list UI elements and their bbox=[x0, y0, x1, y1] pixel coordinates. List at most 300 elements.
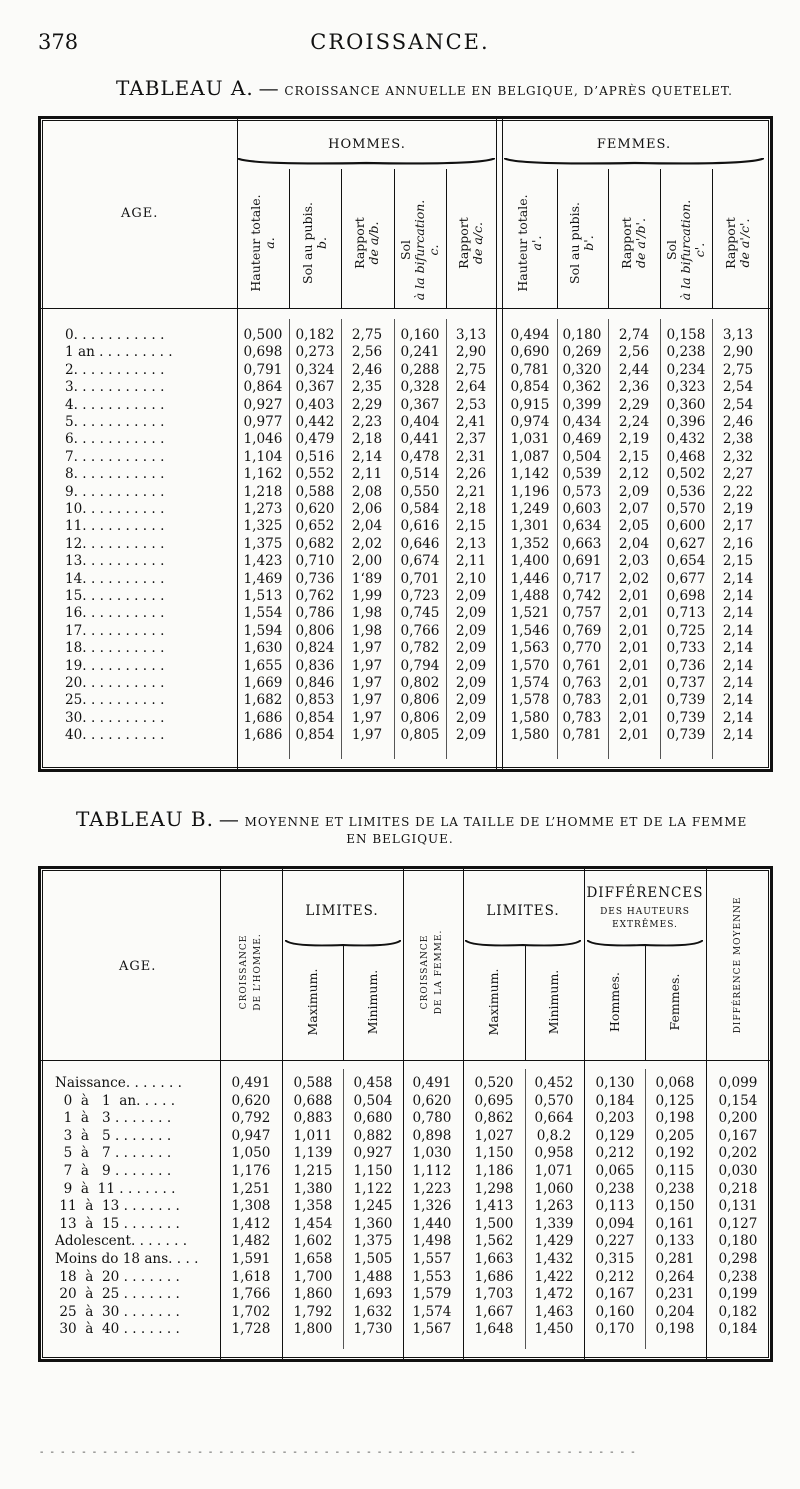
table-b-cell: 1,488 bbox=[353, 1268, 393, 1285]
table-b-cell: 1,562 bbox=[474, 1233, 514, 1250]
table-b-diff-sub2: EXTRÊMES. bbox=[612, 920, 678, 930]
table-a-cell: 2,14 bbox=[722, 605, 754, 622]
table-a-cell: 0,974 bbox=[510, 414, 550, 430]
table-a-row-age: 12. . . . . . . . . . bbox=[65, 535, 165, 552]
table-b-cell: 1,412 bbox=[231, 1215, 271, 1232]
table-a-caption bbox=[116, 76, 733, 100]
table-a-cell: 0,328 bbox=[400, 379, 440, 396]
table-a-col-header-line2: de a/b. bbox=[366, 221, 381, 265]
table-a-cell: 2,09 bbox=[455, 675, 487, 691]
table-b-cell: 1,380 bbox=[293, 1180, 333, 1197]
table-a-col-divider bbox=[608, 169, 609, 309]
table-b-maximum-1 bbox=[306, 952, 320, 1052]
table-a-cell: 1,554 bbox=[243, 605, 283, 622]
table-b-cell: 0,167 bbox=[718, 1127, 758, 1144]
table-b-age-header: AGE. bbox=[119, 959, 157, 974]
table-b-cell: 0,065 bbox=[595, 1163, 635, 1179]
table-b-cell: 0,570 bbox=[534, 1092, 574, 1109]
table-a-row-age: 30. . . . . . . . . . bbox=[65, 709, 165, 726]
table-a-cell: 2,46 bbox=[722, 414, 754, 430]
table-a-cell: 2,14 bbox=[351, 448, 383, 465]
table-a-cell: 1,104 bbox=[243, 448, 283, 465]
table-a-cell: 1,488 bbox=[510, 588, 550, 604]
table-b-cell: 1,472 bbox=[534, 1286, 574, 1303]
table-a-cell: 0,469 bbox=[562, 431, 602, 448]
table-b-cell: 0,680 bbox=[353, 1110, 393, 1127]
table-b-cell: 0,958 bbox=[534, 1145, 574, 1162]
table-a-cell: 1,325 bbox=[243, 518, 283, 535]
table-a-col-header-line2: a. bbox=[262, 237, 277, 249]
table-b-minimum-1-line1: Minimum. bbox=[365, 969, 380, 1035]
table-b-cell: 1,567 bbox=[412, 1321, 452, 1338]
table-b-cell: 1,557 bbox=[412, 1251, 452, 1267]
table-b-cell: 0,238 bbox=[595, 1180, 635, 1197]
table-b-cell: 1,050 bbox=[231, 1145, 271, 1162]
table-a-cell: 1,375 bbox=[243, 535, 283, 552]
table-a-cell: 0,737 bbox=[666, 675, 706, 691]
table-a-cell: 2,09 bbox=[455, 605, 487, 622]
table-b-header-rule bbox=[41, 1060, 770, 1061]
table-a-cell: 1,578 bbox=[510, 692, 550, 709]
table-a-cell: 2,10 bbox=[455, 570, 487, 587]
table-a-row-age: 2. . . . . . . . . . . bbox=[65, 361, 165, 378]
table-a-cell: 0,846 bbox=[295, 675, 335, 691]
table-b-cell: 0,094 bbox=[595, 1215, 635, 1232]
table-b-cell: 1,602 bbox=[293, 1233, 333, 1250]
table-a-cell: 2,14 bbox=[722, 588, 754, 604]
table-a-cell: 2,14 bbox=[722, 640, 754, 657]
table-a-cell: 0,588 bbox=[295, 483, 335, 500]
table-a-cell: 0,766 bbox=[400, 622, 440, 639]
table-b-femmes-line1: Femmes. bbox=[667, 973, 682, 1031]
table-a-cell: 2,18 bbox=[351, 431, 383, 448]
table-a-cell: 1,142 bbox=[510, 466, 550, 483]
table-a-cell: 0,806 bbox=[400, 692, 440, 709]
table-a-cell: 1,630 bbox=[243, 640, 283, 657]
table-a-cell: 0,570 bbox=[666, 501, 706, 517]
table-a-col-header-line3: c'. bbox=[692, 242, 707, 258]
table-a-cell: 0,781 bbox=[510, 361, 550, 378]
table-a-cell: 0,502 bbox=[666, 466, 706, 483]
table-a-cell: 0,432 bbox=[666, 431, 706, 448]
table-b-cell: 1,375 bbox=[353, 1233, 393, 1250]
table-a-cell: 2,01 bbox=[618, 605, 650, 622]
table-b-cell: 1,663 bbox=[474, 1251, 514, 1267]
table-a-cell: 1,580 bbox=[510, 709, 550, 726]
table-b-cell: 1,686 bbox=[474, 1268, 514, 1285]
table-b-cell: 0,927 bbox=[353, 1145, 393, 1162]
table-a-cell: 1,686 bbox=[243, 727, 283, 744]
table-a-cell: 1,301 bbox=[510, 518, 550, 535]
table-a-cell: 1,513 bbox=[243, 588, 283, 604]
table-a-cell: 0,234 bbox=[666, 361, 706, 378]
table-a-cell: 0,396 bbox=[666, 414, 706, 430]
table-a-cell: 1,521 bbox=[510, 605, 550, 622]
table-a-cell: 2,75 bbox=[351, 327, 383, 343]
table-b-croissance-homme bbox=[237, 897, 265, 1047]
table-a-row-age: 8. . . . . . . . . . . bbox=[65, 466, 165, 483]
table-a-cell: 0,791 bbox=[243, 361, 283, 378]
table-b-cell: 1,463 bbox=[534, 1303, 574, 1320]
table-a-col-divider bbox=[557, 169, 558, 309]
table-a-cell: 2,44 bbox=[618, 361, 650, 378]
table-a-cell: 0,646 bbox=[400, 535, 440, 552]
table-a-cell: 2,01 bbox=[618, 622, 650, 639]
table-a-cell: 2,14 bbox=[722, 622, 754, 639]
table-a-cell: 0,536 bbox=[666, 483, 706, 500]
table-a-cell: 2,75 bbox=[455, 361, 487, 378]
table-a-row-age: 14. . . . . . . . . . bbox=[65, 570, 165, 587]
table-b-row-age: 25 à 30 . . . . . . . bbox=[55, 1303, 180, 1320]
table-a-cell: 0,324 bbox=[295, 361, 335, 378]
table-a-cell: 0,620 bbox=[295, 501, 335, 517]
table-b-cell: 0,068 bbox=[655, 1075, 695, 1091]
table-a-cell: 0,367 bbox=[295, 379, 335, 396]
table-b-data-divider bbox=[645, 1069, 646, 1349]
table-a-cell: 0,160 bbox=[400, 327, 440, 343]
table-a-cell: 2,19 bbox=[618, 431, 650, 448]
table-a-cell: 2,17 bbox=[722, 518, 754, 535]
table-a-caption-prefix: TABLEAU A. bbox=[116, 76, 254, 100]
table-a-cell: 0,782 bbox=[400, 640, 440, 657]
table-b-cell: 0,8.2 bbox=[536, 1127, 572, 1144]
table-b-cell: 1,251 bbox=[231, 1180, 271, 1197]
table-a-cell: 1,99 bbox=[351, 588, 383, 604]
table-a-col-header-line2: à la bifurcation. bbox=[412, 199, 427, 301]
table-a-cell: 0,550 bbox=[400, 483, 440, 500]
table-a-cell: 0,710 bbox=[295, 553, 335, 570]
table-a-col-divider bbox=[660, 169, 661, 309]
table-a-cell: 1,249 bbox=[510, 501, 550, 517]
table-b-cell: 0,198 bbox=[655, 1321, 695, 1338]
table-b-cell: 1,800 bbox=[293, 1321, 333, 1338]
table-b-cell: 1,860 bbox=[293, 1286, 333, 1303]
table-b-cell: 1,658 bbox=[293, 1251, 333, 1267]
table-b-cell: 0,520 bbox=[474, 1075, 514, 1091]
table-a-cell: 0,500 bbox=[243, 327, 283, 343]
table-a-col-header bbox=[620, 178, 648, 308]
table-a-col-header bbox=[301, 178, 329, 308]
table-b-cell: 1,500 bbox=[474, 1215, 514, 1232]
table-b-femmes bbox=[668, 952, 682, 1052]
table-b-cell: 1,429 bbox=[534, 1233, 574, 1250]
table-b-cell: 0,167 bbox=[595, 1286, 635, 1303]
table-a-col-header-line2: à la bifurcation. bbox=[678, 199, 693, 301]
table-a-cell: 0,603 bbox=[562, 501, 602, 517]
table-b-cell: 0,504 bbox=[353, 1092, 393, 1109]
table-a-cell: 0,434 bbox=[562, 414, 602, 430]
table-a-row-age: 9. . . . . . . . . . . bbox=[65, 483, 165, 500]
table-a-cell: 2,09 bbox=[455, 622, 487, 639]
table-a-cell: 0,241 bbox=[400, 344, 440, 361]
table-b-cell: 0,205 bbox=[655, 1127, 695, 1144]
table-a-cell: 1,196 bbox=[510, 483, 550, 500]
table-a-cell: 2,04 bbox=[618, 535, 650, 552]
table-b-cell: 0,131 bbox=[718, 1198, 758, 1215]
table-b-cell: 0,227 bbox=[595, 1233, 635, 1250]
table-a-cell: 1,686 bbox=[243, 709, 283, 726]
table-a-cell: 1,273 bbox=[243, 501, 283, 517]
table-b-maximum-1-line1: Maximum. bbox=[305, 968, 320, 1036]
table-a-cell: 0,442 bbox=[295, 414, 335, 430]
table-b-cell: 1,339 bbox=[534, 1215, 574, 1232]
table-b-cell: 0,238 bbox=[655, 1180, 695, 1197]
table-b-cell: 1,150 bbox=[353, 1163, 393, 1179]
table-b-croissance-femme-line2: DE LA FEMME. bbox=[434, 929, 444, 1015]
table-a-cell: 0,806 bbox=[295, 622, 335, 639]
table-a-cell: 2,02 bbox=[351, 535, 383, 552]
table-a-cell: 2,03 bbox=[618, 553, 650, 570]
table-a-col-header bbox=[249, 178, 277, 308]
table-a-cell: 2,16 bbox=[722, 535, 754, 552]
table-b-row-age: 0 à 1 an. . . . . bbox=[55, 1092, 176, 1109]
table-a-cell: 0,781 bbox=[562, 727, 602, 744]
table-b-row-age: 30 à 40 . . . . . . . bbox=[55, 1321, 180, 1338]
table-a-row-age: 11. . . . . . . . . . bbox=[65, 518, 165, 535]
table-b-cell: 1,030 bbox=[412, 1145, 452, 1162]
table-a-cell: 0,691 bbox=[562, 553, 602, 570]
table-a-cell: 1,469 bbox=[243, 570, 283, 587]
table-b-col-divider bbox=[706, 869, 707, 1359]
table-b-cell: 0,127 bbox=[718, 1215, 758, 1232]
table-a-cell: 2,01 bbox=[618, 692, 650, 709]
table-b-limites-1: LIMITES. bbox=[305, 903, 379, 919]
table-a-cell: 0,854 bbox=[510, 379, 550, 396]
table-a-cell: 0,824 bbox=[295, 640, 335, 657]
table-a-cell: 0,273 bbox=[295, 344, 335, 361]
table-b-cell: 0,099 bbox=[718, 1075, 758, 1091]
table-b-cell: 0,780 bbox=[412, 1110, 452, 1127]
table-a-cell: 0,367 bbox=[400, 396, 440, 413]
table-b-limites-2-brace bbox=[465, 940, 581, 948]
table-a-cell: 0,360 bbox=[666, 396, 706, 413]
table-a-cell: 2,00 bbox=[351, 553, 383, 570]
table-b-cell: 0,458 bbox=[353, 1075, 393, 1091]
table-a-cell: 2,19 bbox=[722, 501, 754, 517]
table-b-cell: 0,184 bbox=[595, 1092, 635, 1109]
table-b bbox=[38, 866, 773, 1362]
table-a bbox=[38, 116, 773, 772]
table-a-col-header-line3: c. bbox=[426, 244, 441, 256]
table-a-cell: 2,14 bbox=[722, 709, 754, 726]
table-b-cell: 0,792 bbox=[231, 1110, 271, 1127]
table-a-cell: 2,27 bbox=[722, 466, 754, 483]
table-a-cell: 1,682 bbox=[243, 692, 283, 709]
table-b-cell: 0,688 bbox=[293, 1092, 333, 1109]
table-b-cell: 1,693 bbox=[353, 1286, 393, 1303]
table-a-col-divider bbox=[446, 169, 447, 309]
table-a-cell: 0,468 bbox=[666, 448, 706, 465]
table-b-cell: 0,030 bbox=[718, 1163, 758, 1179]
table-b-cell: 1,060 bbox=[534, 1180, 574, 1197]
table-a-cell: 2,56 bbox=[351, 344, 383, 361]
table-b-row-age: 7 à 9 . . . . . . . bbox=[55, 1163, 172, 1179]
table-b-cell: 1,730 bbox=[353, 1321, 393, 1338]
table-b-croissance-femme-line1: CROISSANCE bbox=[420, 934, 430, 1010]
table-b-cell: 0,588 bbox=[293, 1075, 333, 1091]
table-a-cell: 2,13 bbox=[455, 535, 487, 552]
table-a-cell: 0,742 bbox=[562, 588, 602, 604]
table-a-col-header-line2: de a/c. bbox=[470, 222, 485, 265]
table-a-cell: 0,479 bbox=[295, 431, 335, 448]
table-a-cell: 0,794 bbox=[400, 657, 440, 674]
table-b-cell: 0,491 bbox=[231, 1075, 271, 1091]
table-b-cell: 1,308 bbox=[231, 1198, 271, 1215]
table-b-cell: 0,452 bbox=[534, 1075, 574, 1091]
table-a-cell: 2,75 bbox=[722, 361, 754, 378]
table-a-cell: 0,158 bbox=[666, 327, 706, 343]
table-a-cell: 2,46 bbox=[351, 361, 383, 378]
table-b-row-age: 20 à 25 . . . . . . . bbox=[55, 1286, 180, 1303]
table-a-cell: 2,56 bbox=[618, 344, 650, 361]
table-a-cell: 2,01 bbox=[618, 640, 650, 657]
table-b-row-age: Adolescent. . . . . . . bbox=[55, 1233, 188, 1250]
table-b-cell: 1,176 bbox=[231, 1163, 271, 1179]
table-a-cell: 2,09 bbox=[455, 640, 487, 657]
footer-rule-dots: ‐ ‐ ‐ ‐ ‐ ‐ ‐ ‐ ‐ ‐ ‐ ‐ ‐ ‐ ‐ ‐ ‐ ‐ ‐ ‐ ‐ ‐ ‐ ‐ ‐ ‐ ‐ ‐ ‐ ‐ ‐ ‐ ‐ ‐ ‐ ‐ ‐ ‐ ‐ ‐ ‐ ‐ ‐ ‐ ‐ ‐ ‐ ‐ ‐ ‐ ‐ ‐ ‐ ‐ ‐ ‐ ‐ bbox=[40, 1447, 637, 1458]
table-a-cell: 0,761 bbox=[562, 657, 602, 674]
table-b-cell: 1,326 bbox=[412, 1198, 452, 1215]
table-a-cell: 0,320 bbox=[562, 361, 602, 378]
table-a-cell: 3,13 bbox=[722, 327, 754, 343]
table-b-cell: 0,620 bbox=[231, 1092, 271, 1109]
table-a-cell: 2,53 bbox=[455, 396, 487, 413]
table-a-cell: 2,15 bbox=[722, 553, 754, 570]
table-b-cell: 0,192 bbox=[655, 1145, 695, 1162]
table-b-cell: 0,199 bbox=[718, 1286, 758, 1303]
table-a-cell: 0,690 bbox=[510, 344, 550, 361]
table-a-cell: 0,854 bbox=[295, 709, 335, 726]
table-b-cell: 1,498 bbox=[412, 1233, 452, 1250]
table-b-cell: 0,180 bbox=[718, 1233, 758, 1250]
table-a-cell: 2,15 bbox=[455, 518, 487, 535]
table-a-col-header-line2: de a'/c'. bbox=[737, 218, 752, 268]
table-b-cell: 0,129 bbox=[595, 1127, 635, 1144]
running-head: CROISSANCE. bbox=[310, 30, 490, 54]
table-b-cell: 0,298 bbox=[718, 1251, 758, 1267]
table-a-cell: 1,97 bbox=[351, 657, 383, 674]
table-a-cell: 0,802 bbox=[400, 675, 440, 691]
table-a-cell: 0,769 bbox=[562, 622, 602, 639]
table-b-cell: 1,432 bbox=[534, 1251, 574, 1267]
table-a-caption-text: CROISSANCE ANNUELLE EN BELGIQUE, D’APRÈS QUETELET. bbox=[284, 84, 733, 98]
table-a-row-age: 17. . . . . . . . . . bbox=[65, 622, 165, 639]
table-b-diff-title: DIFFÉRENCES bbox=[586, 885, 704, 901]
table-a-cell: 1,98 bbox=[351, 605, 383, 622]
table-a-cell: 2,09 bbox=[455, 709, 487, 726]
table-a-cell: 0,478 bbox=[400, 448, 440, 465]
table-b-diff-moyenne bbox=[731, 880, 745, 1050]
table-a-cell: 0,927 bbox=[243, 396, 283, 413]
table-a-cell: 2,09 bbox=[455, 727, 487, 744]
table-b-cell: 1,150 bbox=[474, 1145, 514, 1162]
table-b-cell: 0,862 bbox=[474, 1110, 514, 1127]
table-a-cell: 0,516 bbox=[295, 448, 335, 465]
table-a-cell: 0,404 bbox=[400, 414, 440, 430]
table-b-minimum-1 bbox=[366, 952, 380, 1052]
table-b-cell: 1,505 bbox=[353, 1251, 393, 1267]
table-a-col-header bbox=[516, 178, 544, 308]
table-a-cell: 0,762 bbox=[295, 588, 335, 604]
table-a-cell: 2,11 bbox=[455, 553, 487, 570]
table-a-row-age: 5. . . . . . . . . . . bbox=[65, 414, 165, 430]
table-b-col-divider bbox=[282, 869, 283, 1359]
table-a-col-header-line1: Sol bbox=[398, 239, 413, 261]
table-a-cell: 0,757 bbox=[562, 605, 602, 622]
table-a-row-age: 1 an . . . . . . . . . bbox=[65, 344, 173, 361]
table-a-row-age: 3. . . . . . . . . . . bbox=[65, 379, 165, 396]
table-a-cell: 0,745 bbox=[400, 605, 440, 622]
table-b-cell: 1,245 bbox=[353, 1198, 393, 1215]
table-a-row-age: 10. . . . . . . . . . bbox=[65, 501, 165, 517]
table-b-cell: 1,413 bbox=[474, 1198, 514, 1215]
table-a-cell: 0,977 bbox=[243, 414, 283, 430]
table-a-row-age: 18. . . . . . . . . . bbox=[65, 640, 165, 657]
table-a-cell: 1,97 bbox=[351, 692, 383, 709]
table-a-group-women: FEMMES. bbox=[596, 137, 672, 152]
table-b-cell: 0,898 bbox=[412, 1127, 452, 1144]
table-b-cell: 1,450 bbox=[534, 1321, 574, 1338]
table-b-cell: 0,130 bbox=[595, 1075, 635, 1091]
table-a-cell: 0,698 bbox=[243, 344, 283, 361]
table-b-diff-sub1: DES HAUTEURS bbox=[600, 907, 690, 917]
table-b-row-age: 5 à 7 . . . . . . . bbox=[55, 1145, 172, 1162]
table-a-cell: 0,634 bbox=[562, 518, 602, 535]
table-a-row-age: 7. . . . . . . . . . . bbox=[65, 448, 165, 465]
table-a-cell: 2,05 bbox=[618, 518, 650, 535]
table-a-col-header-line1: Rapport bbox=[619, 217, 634, 269]
table-a-cell: 0,652 bbox=[295, 518, 335, 535]
table-a-row-age: 16. . . . . . . . . . bbox=[65, 605, 165, 622]
table-a-cell: 1,352 bbox=[510, 535, 550, 552]
table-a-cell: 0,238 bbox=[666, 344, 706, 361]
table-b-maximum-2-line1: Maximum. bbox=[486, 968, 501, 1036]
table-a-cell: 2,35 bbox=[351, 379, 383, 396]
table-b-cell: 0,882 bbox=[353, 1127, 393, 1144]
table-b-cell: 1,454 bbox=[293, 1215, 333, 1232]
table-a-col-header-line1: Hauteur totale. bbox=[248, 194, 263, 292]
table-a-cell: 0,654 bbox=[666, 553, 706, 570]
table-a-cell: 0,915 bbox=[510, 396, 550, 413]
table-b-cell: 0,184 bbox=[718, 1321, 758, 1338]
table-b-caption bbox=[76, 807, 747, 831]
table-b-limites-2: LIMITES. bbox=[486, 903, 560, 919]
table-a-cell: 2,37 bbox=[455, 431, 487, 448]
table-a-col-header-line1: Rapport bbox=[723, 217, 738, 269]
table-b-cell: 0,264 bbox=[655, 1268, 695, 1285]
table-b-cell: 0,200 bbox=[718, 1110, 758, 1127]
table-b-row-age: 13 à 15 . . . . . . . bbox=[55, 1215, 180, 1232]
table-a-cell: 1,97 bbox=[351, 709, 383, 726]
table-a-cell: 1,594 bbox=[243, 622, 283, 639]
table-a-cell: 0,362 bbox=[562, 379, 602, 396]
table-b-cell: 0,620 bbox=[412, 1092, 452, 1109]
table-b-cell: 0,182 bbox=[718, 1303, 758, 1320]
table-a-row-age: 40. . . . . . . . . . bbox=[65, 727, 165, 744]
table-a-cell: 2,11 bbox=[351, 466, 383, 483]
table-a-group-divider bbox=[496, 119, 503, 769]
table-a-cell: 1,546 bbox=[510, 622, 550, 639]
table-b-sub-divider bbox=[645, 945, 646, 1060]
table-a-cell: 1,97 bbox=[351, 640, 383, 657]
table-b-row-age: 11 à 13 . . . . . . . bbox=[55, 1198, 180, 1215]
table-a-cell: 0,514 bbox=[400, 466, 440, 483]
table-a-cell: 1,669 bbox=[243, 675, 283, 691]
table-b-cell: 1,574 bbox=[412, 1303, 452, 1320]
table-a-cell: 1,446 bbox=[510, 570, 550, 587]
table-b-cell: 1,011 bbox=[293, 1127, 333, 1144]
table-b-cell: 0,947 bbox=[231, 1127, 271, 1144]
